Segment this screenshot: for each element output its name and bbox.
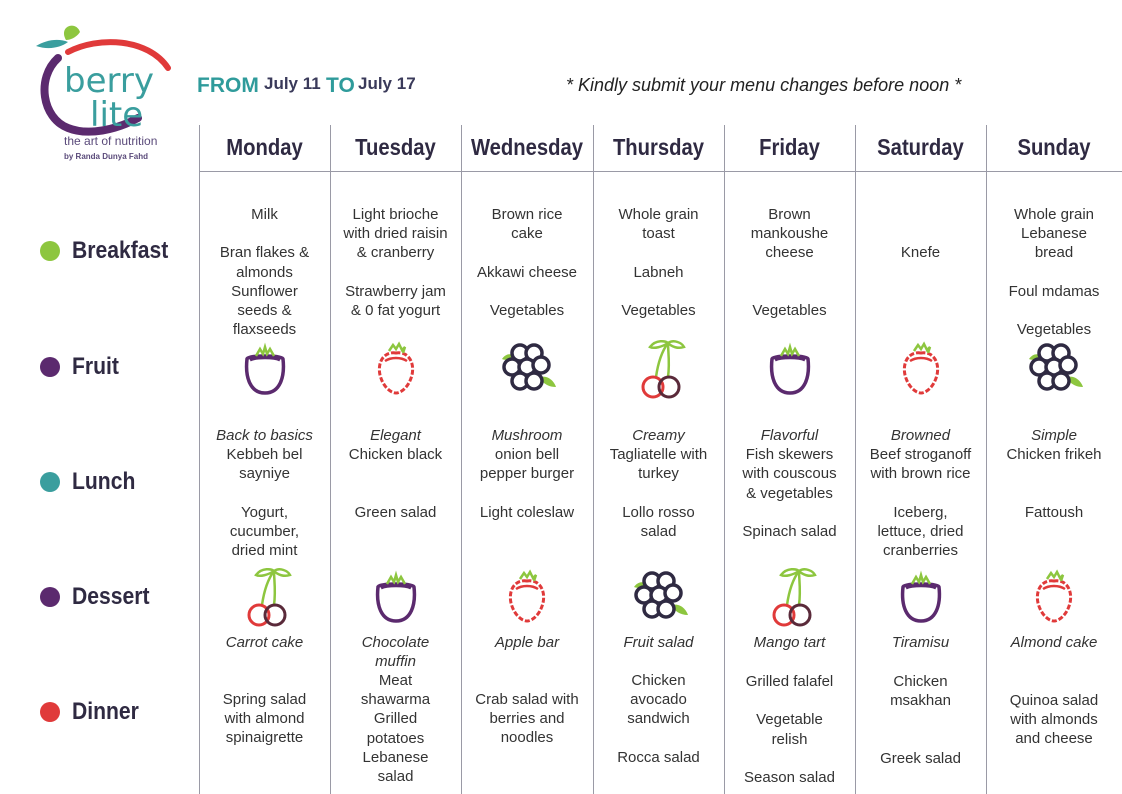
- meal-dot: [40, 702, 60, 722]
- menu-line: Greek salad: [880, 749, 961, 767]
- menu-line: Lollo rosso: [622, 503, 695, 521]
- menu-line: spinaigrette: [225, 729, 304, 747]
- from-label: FROM: [197, 74, 259, 97]
- menu-line: Grilled: [373, 710, 418, 728]
- menu-line: Yogurt,: [241, 503, 288, 521]
- menu-line: sandwich: [627, 710, 690, 728]
- menu-line: Spring salad: [222, 691, 307, 708]
- spacer-line: [986, 464, 1122, 483]
- menu-line: Beef stroganoff: [869, 446, 972, 464]
- spacer-line: [986, 263, 1122, 282]
- meal-label: Dessert: [72, 583, 150, 610]
- lunch-cell: [724, 426, 855, 541]
- dessert-name: Almond cake: [1010, 634, 1098, 651]
- menu-line: Brown rice: [491, 206, 563, 223]
- dessert-name: Fruit salad: [623, 634, 694, 651]
- menu-line: msakhan: [890, 692, 951, 710]
- menu-line: bread: [1034, 244, 1074, 262]
- menu-line: Light coleslaw: [479, 503, 575, 521]
- menu-line: Lebanese: [362, 748, 429, 766]
- dessert-cell: [342, 633, 449, 671]
- svg-text:lite: lite: [90, 95, 144, 135]
- dessert-cell: [867, 633, 974, 652]
- menu-line: with almonds: [1010, 711, 1098, 729]
- lunch-cell: [986, 426, 1122, 522]
- row-label-breakfast: [40, 236, 181, 266]
- menu-line: Chicken: [631, 672, 686, 689]
- grapes-icon: [1023, 337, 1085, 401]
- menu-line: Milk: [251, 206, 278, 223]
- row-label-dinner: [40, 697, 148, 727]
- spacer-line: [724, 503, 855, 522]
- spacer-line: [461, 484, 593, 503]
- plum-icon: [234, 337, 296, 401]
- menu-line: Labneh: [633, 263, 684, 281]
- spacer-line: [330, 484, 461, 503]
- dinner-cell: [593, 671, 724, 767]
- menu-line: Vegetables: [489, 301, 565, 319]
- breakfast-cell: [855, 205, 986, 263]
- menu-line: pepper burger: [479, 465, 575, 483]
- meal-dot: [40, 241, 60, 261]
- notice-text: * Kindly submit your menu changes before noon *: [566, 75, 962, 95]
- lunch-title: Back to basics: [216, 427, 313, 444]
- day-header-monday: Monday: [226, 134, 303, 160]
- grapes-icon: [628, 565, 690, 629]
- menu-line: relish: [771, 730, 808, 748]
- row-label-dessert: [40, 582, 160, 612]
- menu-line: Quinoa salad: [1009, 692, 1099, 709]
- menu-line: & vegetables: [746, 484, 833, 502]
- menu-line: lettuce, dried: [877, 523, 964, 540]
- menu-line: Knefe: [900, 244, 941, 262]
- svg-text:berry: berry: [64, 61, 154, 101]
- menu-line: Vegetables: [1016, 321, 1092, 339]
- menu-line: Whole grain: [618, 206, 699, 223]
- menu-line: cake: [511, 225, 543, 243]
- grapes-icon: [496, 337, 558, 401]
- cherry-icon: [628, 337, 690, 401]
- breakfast-cell: [199, 205, 330, 339]
- meal-dot: [40, 587, 60, 607]
- spacer-line: [330, 263, 461, 282]
- strawberry-icon: [496, 565, 558, 629]
- menu-line: Fish skewers: [745, 446, 834, 464]
- meal-label: Fruit: [72, 353, 119, 380]
- menu-line: noodles: [500, 729, 554, 747]
- menu-line: cranberries: [882, 542, 959, 560]
- from-date: July 11: [264, 74, 321, 93]
- lunch-cell: [461, 426, 593, 522]
- day-header-thursday: Thursday: [612, 134, 705, 160]
- meal-dot: [40, 472, 60, 492]
- spacer-line: [593, 484, 724, 503]
- dessert-name: Carrot cake: [225, 634, 304, 651]
- menu-line: Green salad: [354, 503, 437, 521]
- menu-line: Tagliatelle with: [609, 446, 708, 464]
- menu-line: Chicken: [893, 673, 948, 690]
- breakfast-cell: [724, 205, 855, 320]
- spacer-line: [199, 484, 330, 503]
- lunch-title: Browned: [890, 427, 951, 444]
- menu-line: with almond: [224, 710, 305, 728]
- spacer-line: [855, 710, 986, 729]
- menu-line: Light brioche: [352, 206, 439, 223]
- brand-tagline: the art of nutrition: [64, 134, 158, 148]
- plum-icon: [890, 565, 952, 629]
- lunch-title: Elegant: [370, 427, 421, 444]
- spacer-line: [855, 224, 986, 243]
- menu-line: avocado: [630, 691, 687, 709]
- dinner-cell: [461, 690, 593, 748]
- spacer-line: [593, 282, 724, 301]
- menu-line: seeds &: [237, 302, 292, 319]
- menu-line: flaxseeds: [232, 321, 297, 339]
- menu-line: with couscous: [742, 465, 837, 483]
- dessert-cell: [473, 633, 581, 652]
- menu-line: cheese: [765, 244, 814, 262]
- dinner-cell: [986, 691, 1122, 749]
- menu-line: Vegetables: [752, 301, 827, 319]
- menu-line: Bran flakes &: [219, 244, 310, 262]
- dessert-cell: [211, 633, 318, 652]
- menu-line: sayniye: [239, 465, 290, 483]
- day-header-sunday: Sunday: [1017, 134, 1091, 160]
- spacer-line: [724, 749, 855, 768]
- menu-line: Grilled falafel: [745, 673, 834, 690]
- plum-icon: [365, 565, 427, 629]
- menu-line: & 0 fat yogurt: [350, 302, 441, 319]
- menu-line: salad: [640, 523, 677, 540]
- spacer-line: [593, 243, 724, 262]
- dessert-name: Tiramisu: [891, 634, 950, 651]
- dessert-cell: [736, 633, 843, 652]
- dessert-cell: [605, 633, 712, 652]
- spacer-line: [330, 464, 461, 483]
- menu-line: potatoes: [366, 729, 425, 747]
- menu-line: almonds: [236, 263, 293, 281]
- spacer-line: [724, 263, 855, 282]
- menu-line: Foul mdamas: [1008, 282, 1100, 300]
- spacer-line: [855, 484, 986, 503]
- dinner-cell: [199, 690, 330, 748]
- lunch-title: Mushroom: [491, 427, 563, 444]
- menu-line: Season salad: [744, 768, 835, 786]
- menu-line: cucumber,: [229, 523, 300, 540]
- day-header-tuesday: Tuesday: [355, 134, 436, 160]
- lunch-cell: [330, 426, 461, 522]
- header-divider: [199, 171, 1122, 172]
- menu-line: onion bell: [494, 446, 560, 464]
- spacer-line: [855, 205, 986, 224]
- spacer-line: [724, 691, 855, 710]
- strawberry-icon: [890, 337, 952, 401]
- menu-line: Rocca salad: [617, 748, 700, 766]
- lunch-cell: [199, 426, 330, 560]
- lunch-title: Creamy: [632, 427, 685, 444]
- dessert-cell: [998, 633, 1110, 652]
- spacer-line: [986, 484, 1122, 503]
- breakfast-cell: [330, 205, 461, 320]
- breakfast-cell: [593, 205, 724, 320]
- menu-line: Chicken frikeh: [1006, 446, 1102, 464]
- day-header-saturday: Saturday: [877, 134, 964, 160]
- to-label: TO: [326, 74, 355, 97]
- menu-line: salad: [377, 768, 414, 786]
- menu-line: mankoushe: [750, 225, 829, 243]
- menu-line: toast: [642, 225, 675, 243]
- menu-line: Strawberry jam: [345, 282, 446, 300]
- menu-line: Vegetable: [756, 711, 823, 729]
- row-label-lunch: [40, 467, 144, 497]
- to-date: July 17: [358, 74, 416, 93]
- dessert-name: Chocolate muffin: [361, 634, 430, 671]
- strawberry-icon: [365, 337, 427, 401]
- menu-line: Vegetables: [621, 301, 696, 319]
- menu-line: Sunflower: [231, 282, 298, 300]
- cherry-icon: [759, 565, 821, 629]
- lunch-cell: [855, 426, 986, 560]
- lunch-cell: [593, 426, 724, 541]
- lunch-title: Simple: [1031, 427, 1077, 444]
- menu-line: Kebbeh bel: [226, 446, 303, 464]
- menu-line: Chicken black: [348, 446, 443, 464]
- dinner-cell: [855, 672, 986, 768]
- menu-line: Lebanese: [1021, 225, 1087, 243]
- spacer-line: [199, 224, 330, 243]
- cherry-icon: [234, 565, 296, 629]
- dessert-name: Apple bar: [494, 634, 560, 651]
- day-header-wednesday: Wednesday: [470, 134, 584, 160]
- breakfast-cell: [461, 205, 593, 320]
- menu-line: & cranberry: [356, 244, 435, 262]
- breakfast-cell: [986, 205, 1122, 339]
- strawberry-icon: [1023, 565, 1085, 629]
- spacer-line: [855, 730, 986, 749]
- spacer-line: [461, 282, 593, 301]
- lunch-title: Flavorful: [760, 427, 819, 444]
- menu-line: with brown rice: [870, 465, 971, 483]
- menu-line: Iceberg,: [893, 503, 948, 521]
- meal-label: Breakfast: [72, 237, 169, 264]
- dessert-name: Mango tart: [753, 634, 826, 651]
- day-header-friday: Friday: [759, 134, 820, 160]
- meal-label: Lunch: [72, 468, 136, 495]
- menu-line: berries and: [489, 710, 565, 728]
- menu-line: and cheese: [1015, 730, 1093, 748]
- menu-line: Whole grain: [1013, 206, 1095, 223]
- spacer-line: [593, 729, 724, 748]
- plum-icon: [759, 337, 821, 401]
- spacer-line: [461, 243, 593, 262]
- menu-line: Fattoush: [1024, 503, 1084, 521]
- meal-label: Dinner: [72, 698, 139, 725]
- dinner-cell: [330, 671, 461, 786]
- menu-line: with dried raisin: [343, 225, 448, 243]
- menu-line: turkey: [638, 465, 679, 483]
- menu-line: Brown: [768, 206, 811, 223]
- spacer-line: [986, 301, 1122, 320]
- brand-byline: by Randa Dunya Fahd: [64, 152, 149, 161]
- dinner-cell: [724, 672, 855, 787]
- menu-line: Spinach salad: [742, 523, 837, 540]
- meal-dot: [40, 357, 60, 377]
- row-label-fruit: [40, 352, 125, 382]
- menu-line: dried mint: [231, 542, 298, 560]
- menu-line: Akkawi cheese: [476, 263, 578, 281]
- menu-line: Crab salad with: [475, 691, 579, 708]
- spacer-line: [724, 282, 855, 301]
- menu-line: Meat: [378, 672, 413, 689]
- menu-line: shawarma: [360, 691, 431, 709]
